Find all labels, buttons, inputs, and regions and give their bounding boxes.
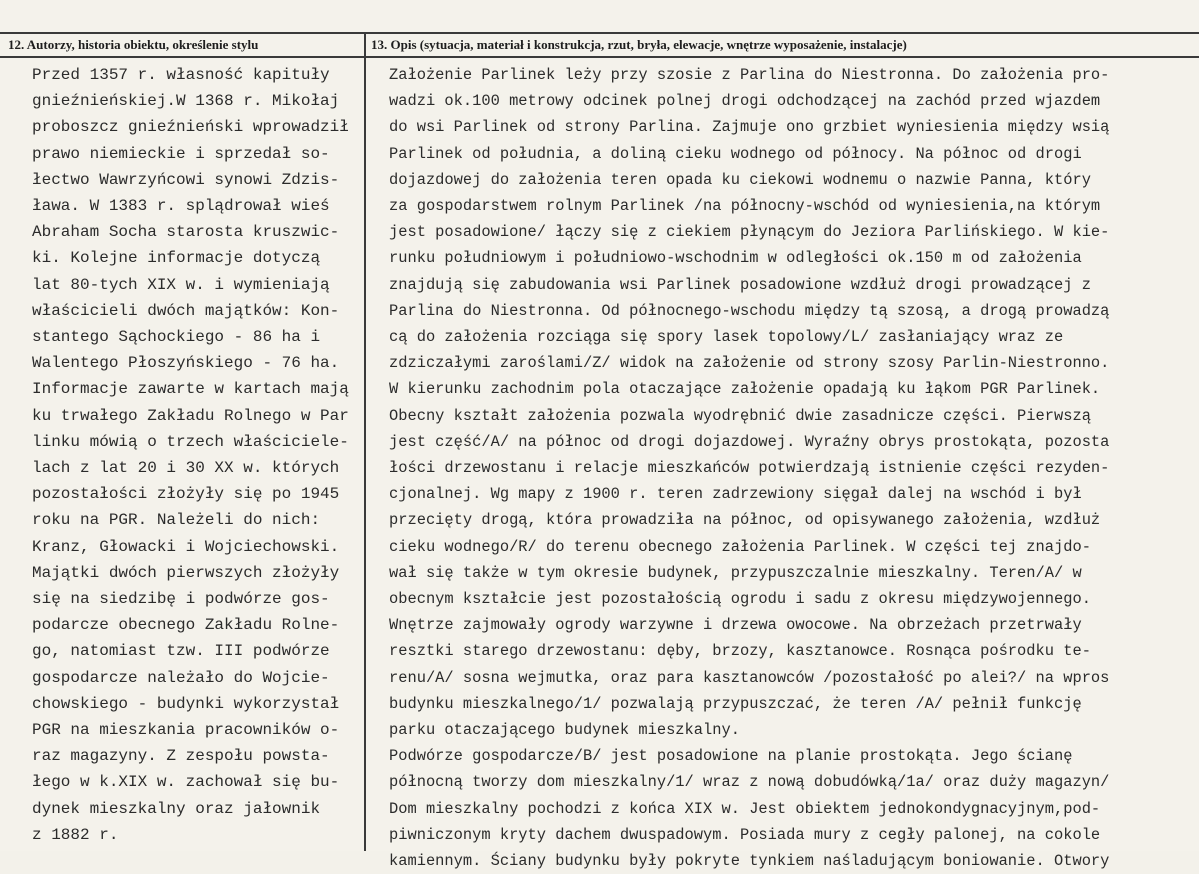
text-line: linku mówią o trzech właściciele- (32, 432, 349, 451)
history-text-column (32, 62, 357, 848)
text-line: prawo niemieckie i sprzedał so- (32, 144, 330, 163)
text-line: resztki starego drzewostanu: dęby, brzozy, kasztanowce. Rosnąca pośrodku te- (389, 642, 1091, 661)
text-line: renu/A/ sosna wejmutka, oraz para kasztanowców /pozostałość po alei?/ na wpros (389, 668, 1110, 687)
text-line: jest posadowione/ łączy się z ciekiem płynącym do Jeziora Parlińskiego. W kie- (389, 223, 1110, 242)
text-line: Przed 1357 r. własność kapituły (32, 66, 330, 84)
text-line: Dom mieszkalny pochodzi z końca XIX w. Jest obiektem jednokondygnacyjnym,pod- (389, 799, 1101, 818)
text-line: roku na PGR. Należeli do nich: (32, 511, 321, 530)
text-line: budynku mieszkalnego/1/ pozwalają przypuszczać, że teren /A/ pełnił funkcję (389, 694, 1082, 713)
text-line: Majątki dwóch pierwszych złożyły (32, 563, 340, 582)
text-line: łectwo Wawrzyńcowi synowi Zdzis- (32, 170, 340, 189)
text-line: dojazdowej do założenia teren opada ku ciekowi wodnemu o nazwie Panna, który (389, 170, 1091, 189)
text-line: W kierunku zachodnim pola otaczające założenie opadają ku łąkom PGR Parlinek. (389, 380, 1101, 399)
section-12-header: 12. Autorzy, historia obiektu, określenie stylu (8, 37, 259, 52)
text-line: kamiennym. Ściany budynku były pokryte tynkiem naśladującym boniowanie. Otwory (389, 852, 1110, 871)
text-line: z 1882 r. (32, 825, 119, 844)
section-13-header: 13. Opis (sytuacja, materiał i konstrukcja, rzut, bryła, elewacje, wnętrze wyposażenie, instalacje) (371, 37, 907, 52)
text-line: właścicieli dwóch majątków: Kon- (32, 301, 340, 320)
text-line: Parlina do Niestronna. Od północnego-wschodu między tą szosą, a drogą prowadzą (389, 301, 1110, 320)
text-line: Informacje zawarte w kartach mają (32, 380, 349, 399)
text-line: go, natomiast tzw. III podwórze (32, 642, 330, 661)
text-line: dynek mieszkalny oraz jałownik (32, 799, 321, 818)
text-line: piwniczonym kryty dachem dwuspadowym. Posiada mury z cegły palonej, na cokole (389, 825, 1101, 844)
text-line: ki. Kolejne informacje dotyczą (32, 249, 321, 268)
text-line: gospodarcze należało do Wojcie- (32, 668, 330, 687)
text-line: cjonalnej. Wg mapy z 1900 r. teren zadrzewiony sięgał dalej na wschód i był (389, 485, 1082, 504)
text-line: gnieźnieńskiej.W 1368 r. Mikołaj (32, 92, 340, 111)
text-line: stantego Sąchockiego - 86 ha i (32, 328, 321, 347)
text-line: znajdują się zabudowania wsi Parlinek posadowione wzdłuż drogi prowadzącej z (389, 275, 1091, 294)
text-line: łego w k.XIX w. zachował się bu- (32, 773, 340, 792)
text-line: podarcze obecnego Zakładu Rolne- (32, 616, 340, 635)
text-line: ława. W 1383 r. splądrował wieś (32, 197, 330, 216)
text-line: cieku wodnego/R/ do terenu obecnego założenia Parlinek. W części tej znajdo- (389, 537, 1091, 556)
text-line: obecnym kształcie jest pozostałością ogrodu i sadu z okresu międzywojennego. (389, 590, 1091, 609)
text-line: zdziczałymi zaroślami/Z/ widok na założenie od strony szosy Parlin-Niestronno. (389, 354, 1110, 373)
text-line: wadzi ok.100 metrowy odcinek polnej drogi odchodzącej na zachód przed wjazdem (389, 92, 1101, 111)
text-line: ku trwałego Zakładu Rolnego w Par (32, 406, 349, 425)
text-line: za gospodarstwem rolnym Parlinek /na północny-wschód od wyniesienia,na którym (389, 197, 1101, 216)
text-line: PGR na mieszkania pracowników o- (32, 721, 340, 740)
text-line: chowskiego - budynki wykorzystał (32, 694, 340, 713)
text-line: runku południowym i południowo-wschodnim w odległości ok.150 m od założenia (389, 249, 1082, 268)
text-line: Wnętrze zajmowały ogrody warzywne i drzewa owocowe. Na obrzeżach przetrwały (389, 616, 1082, 635)
text-line: lach z lat 20 i 30 XX w. których (32, 459, 340, 478)
text-line: cą do założenia rozciąga się spory lasek topolowy/L/ zasłaniający wraz ze (389, 328, 1064, 347)
text-line: Parlinek od południa, a doliną cieku wodnego od północy. Na północ od drogi (389, 144, 1082, 163)
text-line: łości drzewostanu i relacje mieszkańców potwierdzają istnienie części rezyden- (389, 459, 1110, 478)
text-line: wał się także w tym okresie budynek, przypuszczalnie mieszkalny. Teren/A/ w (389, 563, 1082, 582)
description-text-column (389, 62, 1193, 874)
text-line: Założenie Parlinek leży przy szosie z Parlina do Niestronna. Do założenia pro- (389, 66, 1110, 84)
text-line: północną tworzy dom mieszkalny/1/ wraz z nową dobudówką/1a/ oraz duży magazyn/ (389, 773, 1110, 792)
text-line: jest część/A/ na północ od drogi dojazdowej. Wyraźny obrys prostokąta, pozosta (389, 432, 1110, 451)
text-line: raz magazyny. Z zespołu powsta- (32, 747, 330, 766)
text-line: Kranz, Głowacki i Wojciechowski. (32, 537, 340, 556)
column-divider-line (364, 33, 366, 851)
text-line: Obecny kształt założenia pozwala wyodrębnić dwie zasadnicze części. Pierwszą (389, 406, 1091, 425)
text-line: lat 80-tych XIX w. i wymieniają (32, 275, 330, 294)
text-line: do wsi Parlinek od strony Parlina. Zajmuje ono grzbiet wyniesienia między wsią (389, 118, 1110, 137)
text-line: proboszcz gnieźnieński wprowadził (32, 118, 349, 137)
text-line: się na siedzibę i podwórze gos- (32, 590, 330, 609)
text-line: przecięty drogą, która prowadziła na północ, od opisywanego założenia, wzdłuż (389, 511, 1101, 530)
text-line: parku otaczającego budynek mieszkalny. (389, 721, 740, 740)
text-line: Walentego Płoszyńskiego - 76 ha. (32, 354, 340, 373)
header-divider-line (0, 56, 1199, 58)
top-border-line (0, 32, 1199, 34)
text-line: Abraham Socha starosta kruszwic- (32, 223, 340, 242)
text-line: Podwórze gospodarcze/B/ jest posadowione na planie prostokąta. Jego ścianę (389, 747, 1073, 766)
text-line: pozostałości złożyły się po 1945 (32, 485, 340, 504)
